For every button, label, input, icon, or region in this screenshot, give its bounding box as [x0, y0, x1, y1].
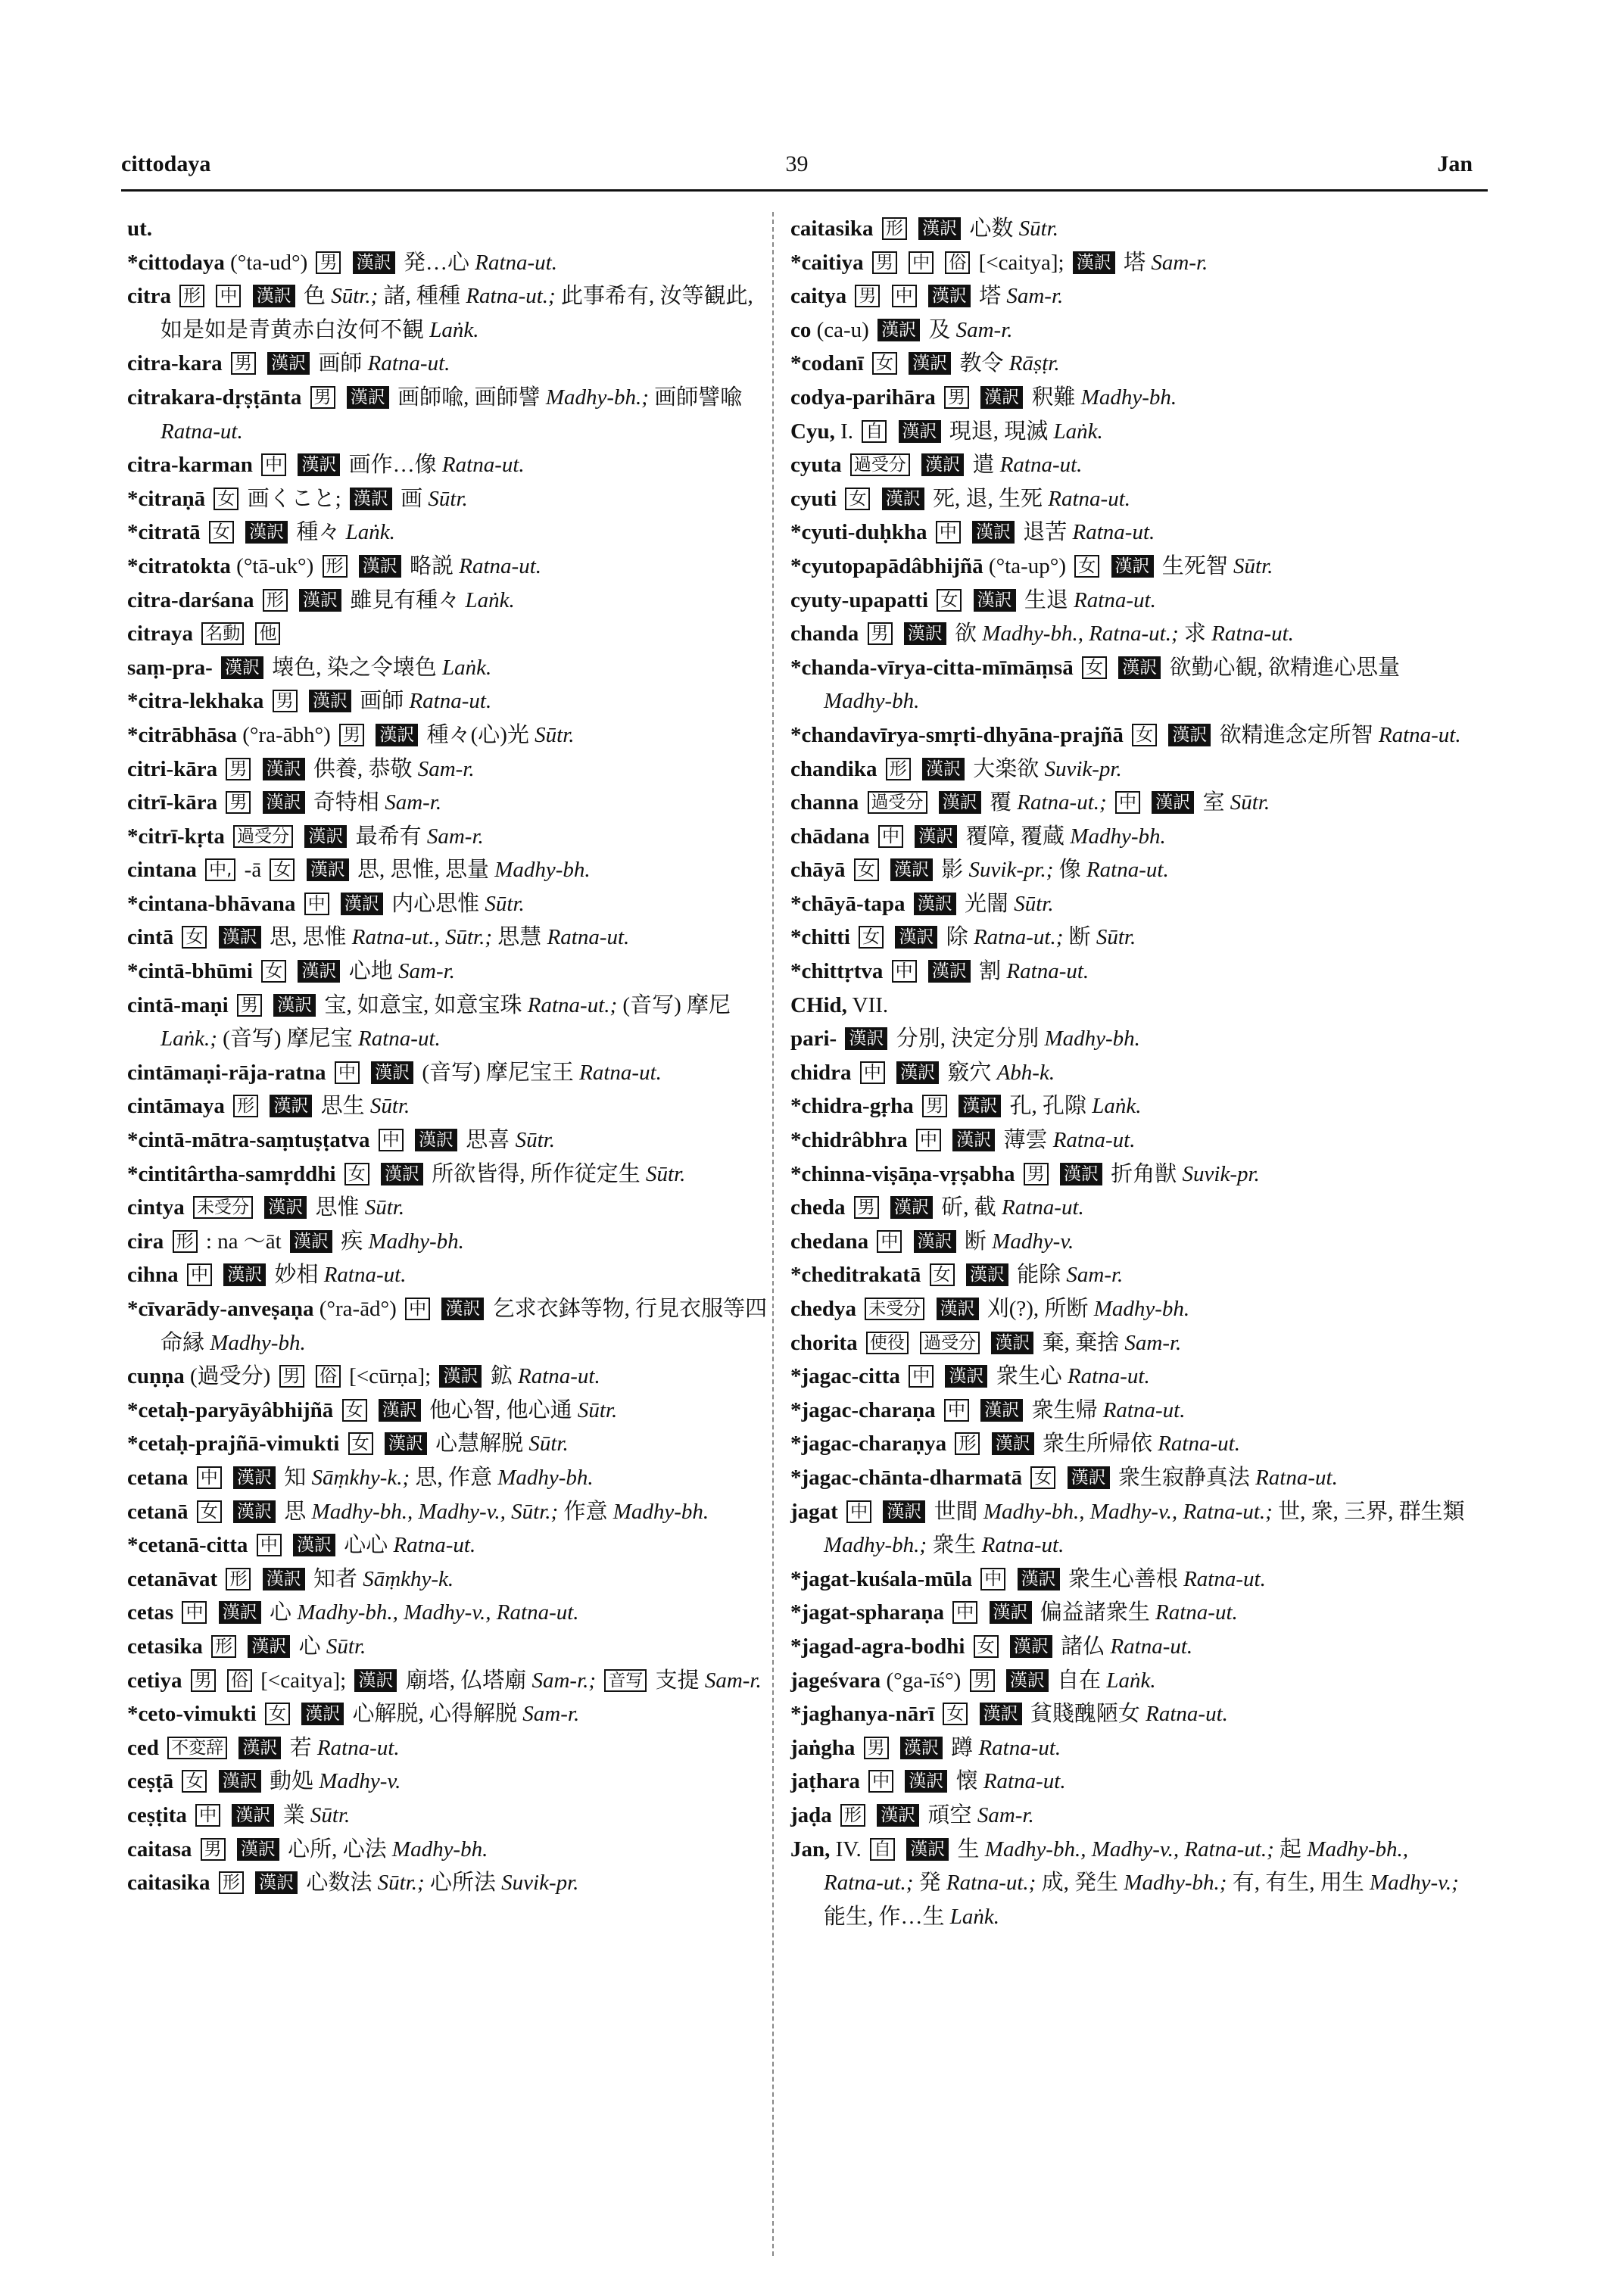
- dictionary-entry: cuṇṇa (過受分) 男 俗 [<cūrṇa]; 漢訳 鉱 Ratna-ut.: [127, 1364, 600, 1389]
- dictionary-entry: *chidrâbhra 中 漢訳 薄雲 Ratna-ut.: [790, 1128, 1136, 1153]
- dictionary-entry: *cintā-mātra-saṃtuṣṭatva 中 漢訳 思喜 Sūtr.: [127, 1128, 555, 1153]
- dictionary-entry: cetiya 男 俗 [<caitya]; 漢訳 廟塔, 仏塔廟 Sam-r.; 音写 支提 Sam-r.: [127, 1668, 762, 1693]
- page-number: 39: [785, 151, 809, 176]
- dictionary-entry: *caitiya 男 中 俗 [<caitya]; 漢訳 塔 Sam-r.: [790, 250, 1208, 275]
- dictionary-entry: *chinna-viṣāṇa-vṛṣabha 男 漢訳 折角獣 Suvik-pr.: [790, 1161, 1260, 1186]
- dictionary-entry: Jan, IV. 自 漢訳 生 Madhy-bh., Madhy-v., Ratna-ut.; 起 Madhy-bh., Ratna-ut.; 発 Ratna-ut.; 成, 発生 Madhy-bh.; 有, 有生, 用生 Madhy-v.; 能生, 作…生 Laṅk.: [790, 1837, 1459, 1929]
- dictionary-entry: *jagac-citta 中 漢訳 衆生心 Ratna-ut.: [790, 1364, 1150, 1389]
- dictionary-entry: saṃ-pra- 漢訳 壊色, 染之令壊色 Laṅk.: [127, 655, 492, 680]
- dictionary-entry: chedana 中 漢訳 断 Madhy-v.: [790, 1229, 1074, 1254]
- dictionary-entry: cintāmaya 形 漢訳 思生 Sūtr.: [127, 1094, 410, 1119]
- dictionary-entry: cyuty-upapatti 女 漢訳 生退 Ratna-ut.: [790, 587, 1156, 612]
- dictionary-entry: jaṅgha 男 漢訳 蹲 Ratna-ut.: [790, 1735, 1061, 1760]
- dictionary-entry: caitasika 形 漢訳 心数 Sūtr.: [790, 217, 1058, 241]
- dictionary-entry: *cetaḥ-prajñā-vimukti 女 漢訳 心慧解脱 Sūtr.: [127, 1432, 569, 1456]
- page-header: [121, 151, 1473, 189]
- dictionary-entry: caitasika 形 漢訳 心数法 Sūtr.; 心所法 Suvik-pr.: [127, 1871, 579, 1896]
- dictionary-entry: citraya 名動 他: [127, 617, 778, 651]
- dictionary-entry: chāyā 女 漢訳 影 Suvik-pr.; 像 Ratna-ut.: [790, 858, 1169, 883]
- dictionary-entry: *chidra-gṛha 男 漢訳 孔, 孔隙 Laṅk.: [790, 1094, 1142, 1119]
- dictionary-entry: jaḍa 形 漢訳 頑空 Sam-r.: [790, 1802, 1034, 1827]
- dictionary-entry: chādana 中 漢訳 覆障, 覆蔵 Madhy-bh.: [790, 824, 1166, 849]
- left-column: [127, 212, 778, 1900]
- dictionary-entry: citri-kāra 男 漢訳 供養, 恭敬 Sam-r.: [127, 756, 475, 781]
- dictionary-entry: *chandavīrya-smṛti-dhyāna-prajñā 女 漢訳 欲精進念定所智 Ratna-ut.: [790, 722, 1461, 747]
- dictionary-entry: citrakara-dṛṣṭānta 男 漢訳 画師喩, 画師譬 Madhy-bh.; 画師譬喩 Ratna-ut.: [127, 385, 743, 444]
- dictionary-entry: cyuta 過受分 漢訳 遣 Ratna-ut.: [790, 453, 1083, 478]
- dictionary-entry: *cetanā-citta 中 漢訳 心心 Ratna-ut.: [127, 1533, 476, 1558]
- dictionary-entry: *cetaḥ-paryāyâbhijñā 女 漢訳 他心智, 他心通 Sūtr.: [127, 1397, 618, 1422]
- dictionary-entry: citra-darśana 形 漢訳 雖見有種々 Laṅk.: [127, 587, 515, 612]
- running-head-left: cittodaya: [121, 151, 211, 176]
- dictionary-entry: jagat 中 漢訳 世間 Madhy-bh., Madhy-v., Ratna-ut.; 世, 衆, 三界, 群生類 Madhy-bh.; 衆生 Ratna-ut.: [790, 1499, 1465, 1558]
- dictionary-entry: ceṣṭā 女 漢訳 動処 Madhy-v.: [127, 1769, 401, 1794]
- dictionary-entry: chorita 使役 過受分 漢訳 棄, 棄捨 Sam-r.: [790, 1330, 1182, 1355]
- dictionary-entry: chanda 男 漢訳 欲 Madhy-bh., Ratna-ut.; 求 Ratna-ut.: [790, 622, 1294, 646]
- dictionary-entry: *ceto-vimukti 女 漢訳 心解脱, 心得解脱 Sam-r.: [127, 1702, 580, 1727]
- dictionary-entry: *cittodaya (°ta-ud°) 男 漢訳 発…心 Ratna-ut.: [127, 250, 557, 275]
- dictionary-entry: channa 過受分 漢訳 覆 Ratna-ut.; 中 漢訳 室 Sūtr.: [790, 790, 1270, 815]
- dictionary-entry: codya-parihāra 男 漢訳 釈難 Madhy-bh.: [790, 385, 1177, 410]
- dictionary-entry: *citraṇā 女 画くこと; 漢訳 画 Sūtr.: [127, 486, 468, 511]
- dictionary-entry: *jagac-chānta-dharmatā 女 漢訳 衆生寂静真法 Ratna-ut.: [790, 1465, 1338, 1490]
- dictionary-entry: CHid, VII.: [790, 992, 889, 1017]
- dictionary-entry: *jagat-spharaṇa 中 漢訳 偏益諸衆生 Ratna-ut.: [790, 1600, 1238, 1625]
- dictionary-entry: *chittṛtva 中 漢訳 割 Ratna-ut.: [790, 959, 1089, 984]
- dictionary-entry: chandika 形 漢訳 大楽欲 Suvik-pr.: [790, 756, 1122, 781]
- dictionary-entry: cira 形 : na ～āt 漢訳 疾 Madhy-bh.: [127, 1229, 464, 1254]
- dictionary-entry: *jagad-agra-bodhi 女 漢訳 諸仏 Ratna-ut.: [790, 1634, 1193, 1659]
- dictionary-entry: *citratokta (°tā-uk°) 形 漢訳 略説 Ratna-ut.: [127, 553, 542, 578]
- header-rule: [121, 189, 1488, 192]
- dictionary-entry: cetanā 女 漢訳 思 Madhy-bh., Madhy-v., Sūtr.; 作意 Madhy-bh.: [127, 1499, 709, 1524]
- dictionary-entry: *chitti 女 漢訳 除 Ratna-ut.; 断 Sūtr.: [790, 925, 1136, 950]
- dictionary-entry: *cintana-bhāvana 中 漢訳 内心思惟 Sūtr.: [127, 891, 525, 916]
- dictionary-entry: *codanī 女 漢訳 教令 Rāṣṭr.: [790, 351, 1060, 376]
- dictionary-entry: cintā 女 漢訳 思, 思惟 Ratna-ut., Sūtr.; 思慧 Ratna-ut.: [127, 925, 630, 950]
- dictionary-entry: citra 形 中 漢訳 色 Sūtr.; 諸, 種種 Ratna-ut.; 此事希有, 汝等観此, 如是如是青黄赤白汝何不観 Laṅk.: [127, 284, 753, 342]
- dictionary-entry: *cintitârtha-samṛddhi 女 漢訳 所欲皆得, 所作従定生 Sūtr.: [127, 1161, 686, 1186]
- dictionary-entry: cintāmaṇi-rāja-ratna 中 漢訳 (音写) 摩尼宝王 Ratna-ut.: [127, 1060, 662, 1085]
- dictionary-entry: cyuti 女 漢訳 死, 退, 生死 Ratna-ut.: [790, 486, 1131, 511]
- dictionary-entry: cintya 未受分 漢訳 思惟 Sūtr.: [127, 1195, 405, 1220]
- dictionary-entry: citrī-kāra 男 漢訳 奇特相 Sam-r.: [127, 790, 442, 815]
- dictionary-entry: *cyuti-duḥkha 中 漢訳 退苦 Ratna-ut.: [790, 520, 1155, 545]
- dictionary-entry: cihna 中 漢訳 妙相 Ratna-ut.: [127, 1263, 407, 1288]
- dictionary-entry: *citrī-kṛta 過受分 漢訳 最希有 Sam-r.: [127, 824, 484, 849]
- dictionary-entry: cetana 中 漢訳 知 Sāṃkhy-k.; 思, 作意 Madhy-bh.: [127, 1465, 594, 1490]
- running-head-right: Jan: [1437, 151, 1473, 176]
- dictionary-entry: caitasa 男 漢訳 心所, 心法 Madhy-bh.: [127, 1837, 488, 1862]
- dictionary-entry: citra-kara 男 漢訳 画師 Ratna-ut.: [127, 351, 450, 376]
- dictionary-entry: cetasika 形 漢訳 心 Sūtr.: [127, 1634, 366, 1659]
- dictionary-entry: cetanāvat 形 漢訳 知者 Sāṃkhy-k.: [127, 1566, 454, 1591]
- dictionary-entry: *chanda-vīrya-citta-mīmāṃsā 女 漢訳 欲勤心観, 欲精進心思量 Madhy-bh.: [790, 655, 1400, 714]
- dictionary-entry: *citratā 女 漢訳 種々 Laṅk.: [127, 520, 395, 545]
- dictionary-entry: *citrābhāsa (°ra-ābh°) 男 漢訳 種々(心)光 Sūtr.: [127, 722, 575, 747]
- dictionary-entry: *cīvarādy-anveṣaṇa (°ra-ād°) 中 漢訳 乞求衣鉢等物, 行見衣服等四命縁 Madhy-bh.: [127, 1297, 768, 1355]
- dictionary-entry: *cyutopapādâbhijñā (°ta-up°) 女 漢訳 生死智 Sūtr.: [790, 553, 1273, 578]
- dictionary-entry: *jagac-charaṇya 形 漢訳 衆生所帰依 Ratna-ut.: [790, 1432, 1240, 1456]
- dictionary-entry: caitya 男 中 漢訳 塔 Sam-r.: [790, 284, 1064, 309]
- dictionary-entry: co (ca-u) 漢訳 及 Sam-r.: [790, 317, 1013, 342]
- dictionary-entry: *jaghanya-nārī 女 漢訳 貧賤醜陋女 Ratna-ut.: [790, 1702, 1228, 1727]
- dictionary-entry: *chāyā-tapa 漢訳 光闇 Sūtr.: [790, 891, 1054, 916]
- right-column: [790, 212, 1472, 1933]
- dictionary-entry: ced 不変辞 漢訳 若 Ratna-ut.: [127, 1735, 400, 1760]
- dictionary-entry: *citra-lekhaka 男 漢訳 画師 Ratna-ut.: [127, 689, 492, 714]
- dictionary-entry: Cyu, I. 自 漢訳 現退, 現滅 Laṅk.: [790, 419, 1103, 444]
- dictionary-entry: *jagac-charaṇa 中 漢訳 衆生帰 Ratna-ut.: [790, 1397, 1186, 1422]
- dictionary-entry: *jagat-kuśala-mūla 中 漢訳 衆生心善根 Ratna-ut.: [790, 1566, 1266, 1591]
- dictionary-entry: *cintā-bhūmi 女 漢訳 心地 Sam-r.: [127, 959, 455, 984]
- dictionary-entry: ut.: [127, 217, 153, 241]
- dictionary-entry: citra-karman 中 漢訳 画作…像 Ratna-ut.: [127, 453, 525, 478]
- dictionary-entry: chedya 未受分 漢訳 刈(?), 所断 Madhy-bh.: [790, 1297, 1190, 1321]
- dictionary-entry: pari- 漢訳 分別, 決定分別 Madhy-bh.: [790, 1027, 1140, 1051]
- dictionary-entry: cintana 中, -ā 女 漢訳 思, 思惟, 思量 Madhy-bh.: [127, 858, 591, 883]
- dictionary-entry: *cheditrakatā 女 漢訳 能除 Sam-r.: [790, 1263, 1124, 1288]
- dictionary-entry: ceṣṭita 中 漢訳 業 Sūtr.: [127, 1802, 351, 1827]
- dictionary-entry: jaṭhara 中 漢訳 懐 Ratna-ut.: [790, 1769, 1066, 1794]
- dictionary-entry: jageśvara (°ga-īś°) 男 漢訳 自在 Laṅk.: [790, 1668, 1156, 1693]
- dictionary-entry: cintā-maṇi 男 漢訳 宝, 如意宝, 如意宝珠 Ratna-ut.; (音写) 摩尼 Laṅk.; (音写) 摩尼宝 Ratna-ut.: [127, 992, 731, 1051]
- dictionary-entry: cheda 男 漢訳 斫, 截 Ratna-ut.: [790, 1195, 1084, 1220]
- dictionary-entry: cetas 中 漢訳 心 Madhy-bh., Madhy-v., Ratna-ut.: [127, 1600, 579, 1625]
- dictionary-entry: chidra 中 漢訳 竅穴 Abh-k.: [790, 1060, 1055, 1085]
